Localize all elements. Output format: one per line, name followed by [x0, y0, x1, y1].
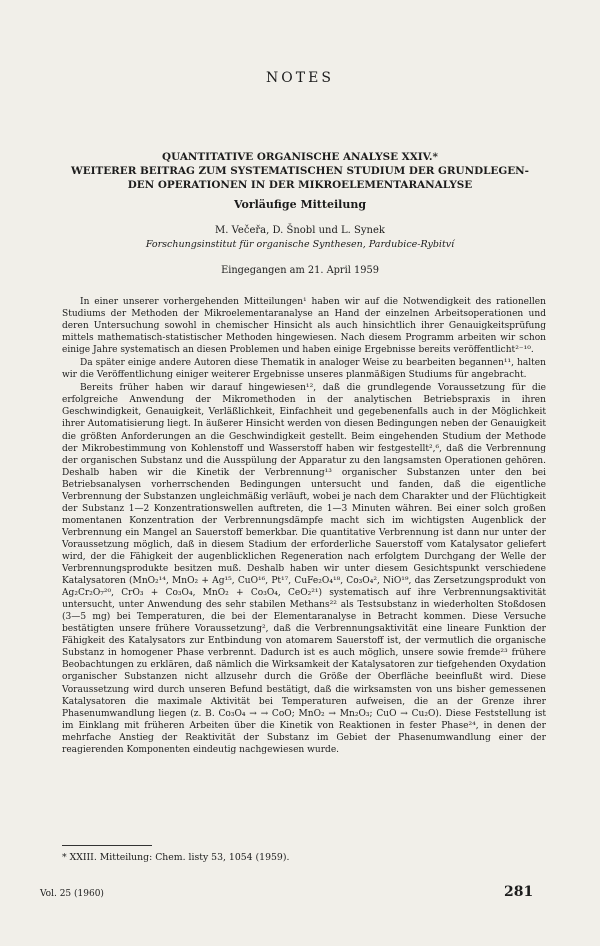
volume-label: Vol. 25 (1960): [40, 889, 104, 899]
received-date: Eingegangen am 21. April 1959: [221, 265, 379, 276]
article-header: [40, 150, 560, 276]
article-title-line-1: QUANTITATIVE ORGANISCHE ANALYSE XXIV.*: [162, 151, 438, 163]
footnote-divider: [62, 845, 152, 846]
paragraph-2: Da später einige andere Autoren diese Thematik in analoger Weise zu bearbeiten begannen¹¹, halten wir die Veröffentlichung einiger weiterer Ergebnisse unseres planmäßigen Studiums für angebracht.: [62, 358, 546, 381]
paragraph-3: Bereits früher haben wir darauf hingewiesen¹², daß die grundlegende Voraussetzung für die erfolgreiche Anwendung der Mikromethoden in der analytischen Betriebspraxis in ihren Geschwindigkeit, Genauigkeit, Verläßlichkeit, Einfachheit und gegebenenfalls auch in der Möglichkeit ihrer Automatisierung liegt. In äußerer Hinsicht werden von diesen Bedingungen neben der Genauigkeit die größten Anforderungen an die Geschwindigkeit gestellt. Beim eingehenden Studium der Methode der Mikrobestimmung von Kohlenstoff und Wasserstoff haben wir festgestellt²,⁶, daß die Verbrennung der organischen Substanz und die Ausspülung der Apparatur zu den langsamsten Operationen gehören. Deshalb haben wir die Kinetik der Verbrennung¹³ organischer Substanzen unter den bei Betriebsanalysen vorherrschenden Bedingungen untersucht und fanden, daß die eigentliche Verbrennung der Substanzen ungleichmäßig verläuft, wobei je nach dem Charakter und der Flüchtigkeit der Substanz 1—2 Konzentrationswellen auftreten, die 1—3 Minuten währen. Bei einer solch großen momentanen Konzentration der Verbrennungsdämpfe macht sich im wichtigsten Augenblick der Verbrennung ein Mangel an Sauerstoff bemerkbar. Die quantitative Verbrennung ist dann nur unter der Voraussetzung möglich, daß in diesem Stadium der erforderliche Sauerstoff vom Katalysator geliefert wird, der die Fähigkeit der augenblicklichen Regeneration nach erfolgtem Durchgang der Welle der Verbrennungsprodukte besitzen muß. Deshalb haben wir unter diesem Gesichtspunkt verschiedene Katalysatoren (MnO₂¹⁴, MnO₂ + Ag¹⁵, CuO¹⁶, Pt¹⁷, CuFe₂O₄¹⁸, Co₃O₄², NiO¹⁹, das Zersetzungsprodukt von Ag₂Cr₂O₇²⁰, CrO₃ + Co₃O₄, MnO₂ + Co₃O₄, CeO₂²¹) systematisch auf ihre Verbrennungsaktivität untersucht, unter Anwendung des sehr stabilen Methans²² als Testsubstanz in wiederholten Stoßdosen (3—5 mg) bei Temperaturen, die bei der Elementaranalyse in Betracht kommen. Diese Versuche bestätigten unsere frühere Voraussetzung², daß die Verbrennungsaktivität eine lineare Funktion der Fähigkeit des Katalysators zur Entbindung von atomarem Sauerstoff ist, der vermutlich die organische Substanz in homogener Phase verbrennt. Dadurch ist es auch möglich, unsere sowie fremde²³ frühere Beobachtungen zu erklären, daß nämlich die Wirksamkeit der Katalysatoren zur tiefgehenden Oxydation organischer Substanzen nicht allzusehr durch die Größe der Oberfläche beeinflußt wird. Diese Voraussetzung wird durch unseren Befund bestätigt, daß die wirksamsten von uns bisher gemessenen Katalysatoren die maximale Aktivität bei Temperaturen aufweisen, die an der Grenze ihrer Phasenumwandlung liegen (z. B. Co₃O₄ → → CoO; MnO₂ → Mn₂O₃; CuO → Cu₂O). Diese Feststellung ist im Einklang mit früheren Arbeiten über die Kinetik von Reaktionen in fester Phase²⁴, in denen der mehrfache Anstieg der Reaktivität der Substanz im Gebiet der Phasenumwandlung einer der reagierenden Komponenten eindeutig nachgewiesen wurde.: [62, 383, 546, 755]
article-body: [62, 296, 546, 757]
affiliation: Forschungsinstitut für organische Synthesen, Pardubice-Rybitví: [145, 239, 455, 250]
authors: M. Večeřa, D. Šnobl und L. Synek: [215, 225, 385, 236]
footnote: * XXIII. Mitteilung: Chem. listy 53, 1054 (1959).: [62, 852, 290, 863]
article-subtitle: Vorläufige Mitteilung: [233, 198, 367, 211]
article-title-line-3: DEN OPERATIONEN IN DER MIKROELEMENTARANALYSE: [127, 179, 473, 191]
page-number: 281: [504, 884, 534, 900]
section-header: NOTES: [266, 70, 334, 86]
article-title-line-2: WEITERER BEITRAG ZUM SYSTEMATISCHEN STUDIUM DER GRUNDLEGEN-: [71, 165, 529, 177]
paragraph-1: In einer unserer vorhergehenden Mitteilungen¹ haben wir auf die Notwendigkeit des rationellen Studiums der Methoden der Mikroelementaranalyse an Hand der einzelnen Arbeitsoperationen und deren Untersuchung sowohl in chemischer Hinsicht als auch hinsichtlich ihrer Genauigkeitsprüfung mittels mathematisch-statistischer Methoden hingewiesen. Nach diesem Programm arbeiten wir schon einige Jahre systematisch an diesen Problemen und haben einige Ergebnisse bereits veröffentlicht²⁻¹⁰.: [62, 297, 546, 356]
